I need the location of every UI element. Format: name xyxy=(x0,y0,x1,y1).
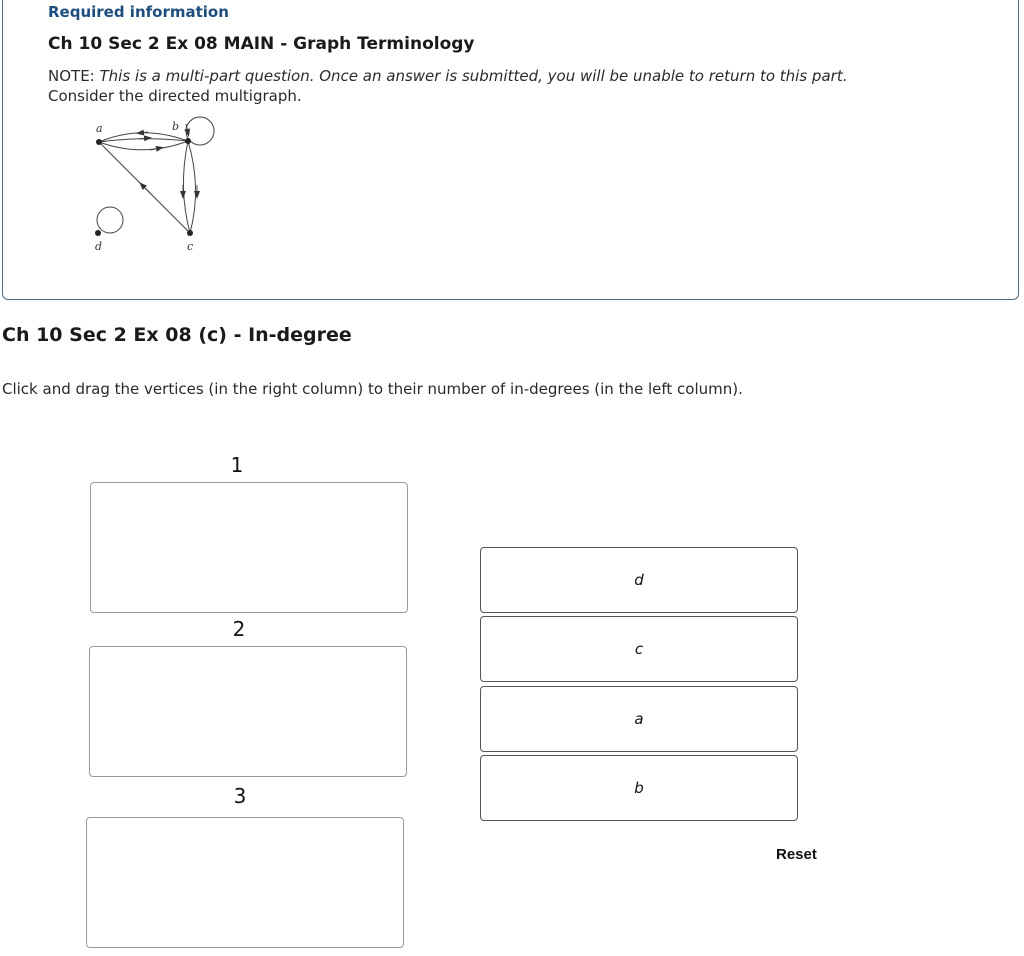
note-prefix: NOTE: xyxy=(48,67,100,85)
edge-b-c-2 xyxy=(188,141,196,233)
question-prompt: Consider the directed multigraph. xyxy=(48,87,302,105)
vertex-label-d: d xyxy=(95,240,103,253)
vertex-d xyxy=(95,230,101,236)
drag-item-d[interactable]: d xyxy=(480,547,798,613)
drop-zone-2[interactable] xyxy=(89,646,407,777)
edge-a-b-2 xyxy=(99,141,188,150)
drag-item-c[interactable]: c xyxy=(480,616,798,682)
drag-item-b[interactable]: b xyxy=(480,755,798,821)
required-info-label: Required information xyxy=(48,3,229,21)
vertex-b xyxy=(185,138,191,144)
reset-button[interactable]: Reset xyxy=(776,846,817,863)
note-text: This is a multi-part question. Once an answer is submitted, you will be unable to return to this part. xyxy=(99,67,848,85)
question-note xyxy=(48,66,948,106)
instructions: Click and drag the vertices (in the right column) to their number of in-degrees (in the left column). xyxy=(2,380,743,398)
vertex-label-b: b xyxy=(172,120,180,133)
edge-c-a-arrow xyxy=(142,185,150,193)
edge-a-b-1 xyxy=(99,139,188,142)
part-title: Ch 10 Sec 2 Ex 08 (c) - In-degree xyxy=(2,324,352,346)
drop-target-label-1: 1 xyxy=(230,453,244,477)
vertex-c xyxy=(187,230,193,236)
directed-multigraph-figure xyxy=(78,110,228,260)
vertex-label-c: c xyxy=(187,240,194,253)
edge-b-c-1 xyxy=(183,141,190,233)
question-main-title: Ch 10 Sec 2 Ex 08 MAIN - Graph Terminology xyxy=(48,34,475,54)
drag-item-a[interactable]: a xyxy=(480,686,798,752)
drop-target-label-3: 3 xyxy=(233,784,247,808)
vertex-label-a: a xyxy=(96,122,103,135)
loop-d xyxy=(97,207,123,233)
vertex-a xyxy=(96,139,102,145)
drop-zone-1[interactable] xyxy=(90,482,408,613)
drop-target-label-2: 2 xyxy=(232,617,246,641)
drop-zone-3[interactable] xyxy=(86,817,404,948)
